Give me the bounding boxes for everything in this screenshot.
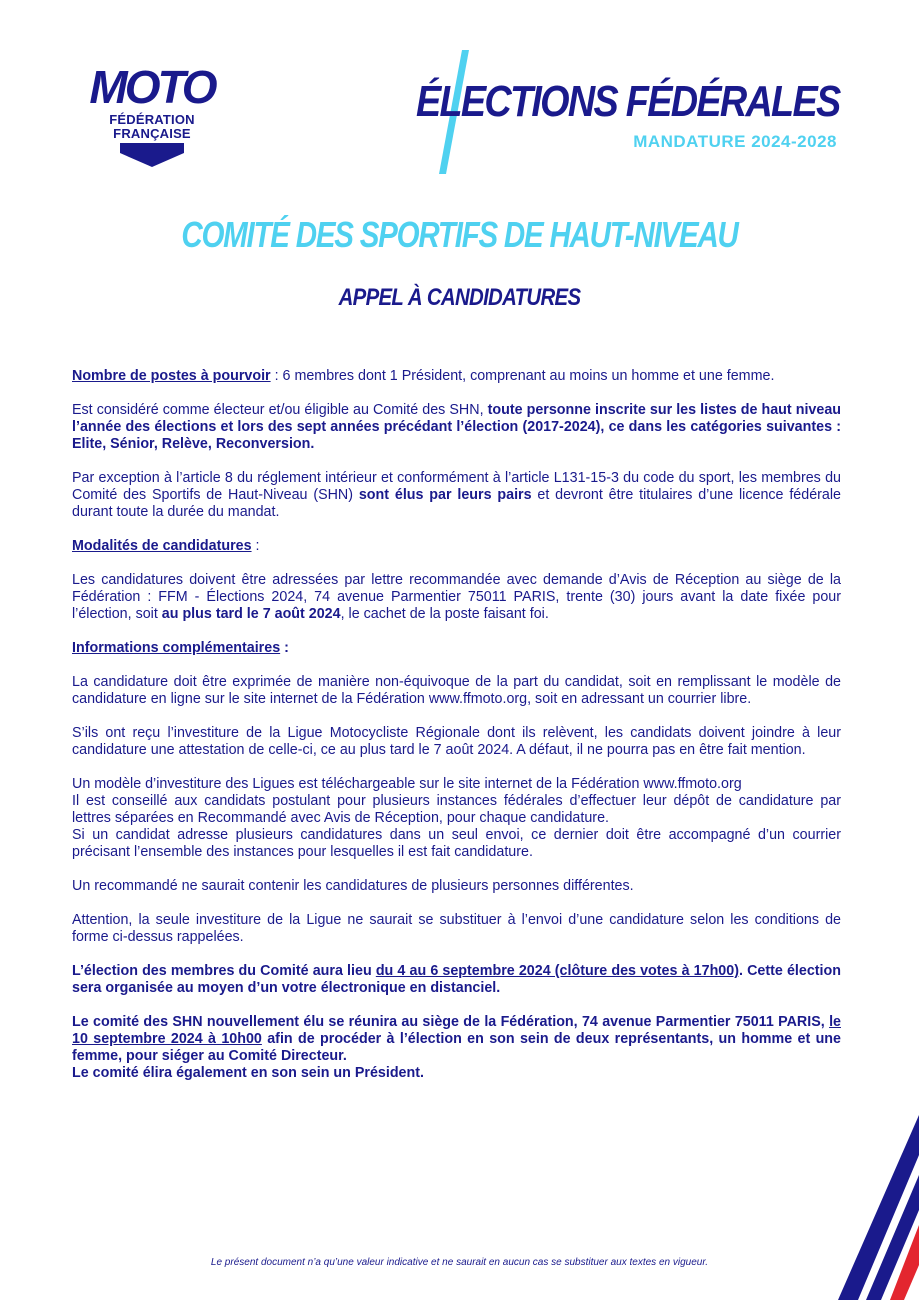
paragraph-president <box>72 1065 841 1082</box>
modalities-text-2: , le cachet de la poste faisant foi. <box>340 606 549 622</box>
logo-line-2: FRANÇAISE <box>113 126 191 141</box>
president-text: Le comité élira également en son sein un Président. <box>72 1065 424 1081</box>
info-label: Informations complémentaires <box>72 640 281 656</box>
elections-subtitle: MANDATURE 2024-2028 <box>633 132 837 151</box>
paragraph-info-heading <box>72 640 841 657</box>
modalities-label: Modalités de candidatures <box>72 538 252 554</box>
exception-text-1: Par exception à l’article 8 du réglement intérieur et conformément à l’article L131-15-3 du code du sport, les membres du Comité des Sportifs de Haut-Niveau (SHN) <box>72 470 841 503</box>
modalities-deadline: au plus tard le 7 août 2024 <box>161 606 341 622</box>
eligibility-text: Est considéré comme électeur et/ou éligible au Comité des SHN, <box>72 402 488 418</box>
election-text-1: L’élection des membres du Comité aura lieu <box>72 963 376 979</box>
page-subtitle: APPEL À CANDIDATURES <box>338 284 581 311</box>
modalities-colon: : <box>251 538 260 554</box>
paragraph-attention: Attention, la seule investiture de la Ligue ne saurait se substituer à l’envoi d’une candidature selon les conditions de forme ci-dessus rappelées. <box>72 912 841 945</box>
document-body <box>72 368 841 1099</box>
info-colon: : <box>280 640 289 656</box>
posts-label: Nombre de postes à pourvoir <box>72 368 271 384</box>
paragraph-investiture: S’ils ont reçu l’investiture de la Ligue Motocycliste Régionale dont ils relèvent, les candidats doivent joindre à leur candidature une attestation de celle-ci, ce au plus tard le 7 août 2024. A défaut, il ne pourra pas en être fait mention. <box>72 725 841 758</box>
footer-disclaimer: Le présent document n’a qu’une valeur indicative et ne saurait en aucun cas se substituer aux textes en vigueur. <box>210 1257 709 1268</box>
ffm-logo <box>76 55 228 170</box>
paragraph-modalities-heading <box>72 538 841 555</box>
paragraph-posts <box>72 368 841 385</box>
paragraph-multiple: Si un candidat adresse plusieurs candidatures dans un seul envoi, ce dernier doit être accompagné d’un courrier précisant l’ensemble des instances pour lesquelles il est fait candidature. <box>72 827 841 860</box>
paragraph-election-dates <box>72 963 841 997</box>
paragraph-eligibility <box>72 402 841 453</box>
paragraph-meeting <box>72 1014 841 1065</box>
paragraph-candidature: La candidature doit être exprimée de manière non-équivoque de la part du candidat, soit en remplissant le modèle de candidature en ligne sur le site internet de la Fédération www.ffmoto.org, soit en adressant un courrier libre. <box>72 674 841 707</box>
elections-title: ÉLECTIONS FÉDÉRALES <box>415 77 839 126</box>
paragraph-exception <box>72 470 841 521</box>
paragraph-modalities <box>72 572 841 623</box>
tricolor-stripes-icon <box>830 1115 919 1300</box>
paragraph-model: Un modèle d’investiture des Ligues est téléchargeable sur le site internet de la Fédération www.ffmoto.org <box>72 776 742 792</box>
paragraph-registered-mail: Un recommandé ne saurait contenir les candidatures de plusieurs personnes différentes. <box>72 878 634 894</box>
election-text-2: . Cette élection sera organisée au moyen d’un votre électronique en distanciel. <box>72 963 841 996</box>
posts-text: : 6 membres dont 1 Président, comprenant au moins un homme et une femme. <box>270 368 775 384</box>
eligibility-bold: toute personne inscrite sur les listes de haut niveau l’année des élections et lors des sept années précédant l’élection (2017-2024), ce dans les catégories suivantes : Elite, Sénior, Relève, Reconversion. <box>72 402 842 452</box>
page-title: COMITÉ DES SPORTIFS DE HAUT-NIVEAU <box>181 214 738 255</box>
logo-line-1: FÉDÉRATION <box>109 112 195 127</box>
election-dates: du 4 au 6 septembre 2024 (clôture des votes à 17h00) <box>375 963 739 979</box>
meeting-date: le 10 septembre 2024 à 10h00 <box>72 1014 841 1047</box>
exception-bold: sont élus par leurs pairs <box>358 487 532 503</box>
modalities-text-1: Les candidatures doivent être adressées par lettre recommandée avec demande d’Avis de Réception au siège de la Fédération : FFM - Élections 2024, 74 avenue Parmentier 75011 PARIS, trente (30) jours avant la date fixée pour l’élection, soit <box>72 572 841 622</box>
exception-text-2: et devront être titulaires d’une licence fédérale durant toute la durée du mandat. <box>72 487 841 520</box>
logo-word: MOTO <box>89 61 215 113</box>
meeting-text-2: afin de procéder à l’élection en son sein de deux représentants, un homme et une femme, pour siéger au Comité Directeur. <box>72 1031 841 1064</box>
meeting-text-1: Le comité des SHN nouvellement élu se réunira au siège de la Fédération, 74 avenue Parmentier 75011 PARIS, <box>72 1014 830 1030</box>
paragraph-advice: Il est conseillé aux candidats postulant pour plusieurs instances fédérales d’effectuer leur dépôt de candidature par lettres séparées en Recommandé avec Avis de Réception, pour chaque candidature. <box>72 793 841 826</box>
